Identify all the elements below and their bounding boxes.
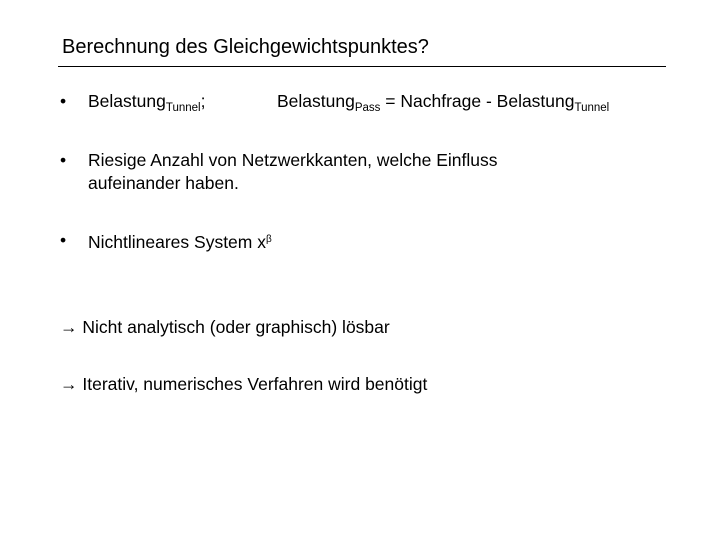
nichtlineares-system-label: Nichtlineares System x [88, 232, 266, 252]
belastung-pass-label: Belastung [277, 91, 355, 111]
bullet-1-left-formula [88, 90, 205, 119]
conclusion-2 [60, 373, 427, 395]
semicolon: ; [200, 91, 206, 111]
pass-subscript: Pass [354, 102, 381, 114]
bullet-2-line-1: Riesige Anzahl von Netzwerkkanten, welche Einfluss [88, 150, 498, 170]
conclusion-1-text: Nicht analytisch (oder graphisch) lösbar [77, 317, 390, 337]
conclusion-2-text: Iterativ, numerisches Verfahren wird benötigt [77, 374, 428, 394]
beta-superscript: β [265, 234, 272, 245]
belastung-label: Belastung [88, 91, 166, 111]
slide-title: Berechnung des Gleichgewichtspunktes? [62, 36, 429, 58]
right-arrow-icon: → [60, 374, 78, 394]
bullet-2-line-2: aufeinander haben. [88, 173, 239, 193]
conclusion-1 [60, 316, 390, 338]
title-divider [58, 66, 666, 67]
bullet-3-text [88, 229, 272, 253]
bullet-1-dot: • [60, 91, 67, 111]
tunnel-subscript-2: Tunnel [574, 102, 610, 114]
nachfrage-expression: = Nachfrage - Belastung [380, 91, 575, 111]
tunnel-subscript: Tunnel [165, 102, 201, 114]
right-arrow-icon: → [60, 317, 78, 337]
bullet-3-dot: • [60, 230, 67, 250]
bullet-2-dot: • [60, 150, 67, 170]
bullet-1-right-formula [277, 90, 609, 119]
